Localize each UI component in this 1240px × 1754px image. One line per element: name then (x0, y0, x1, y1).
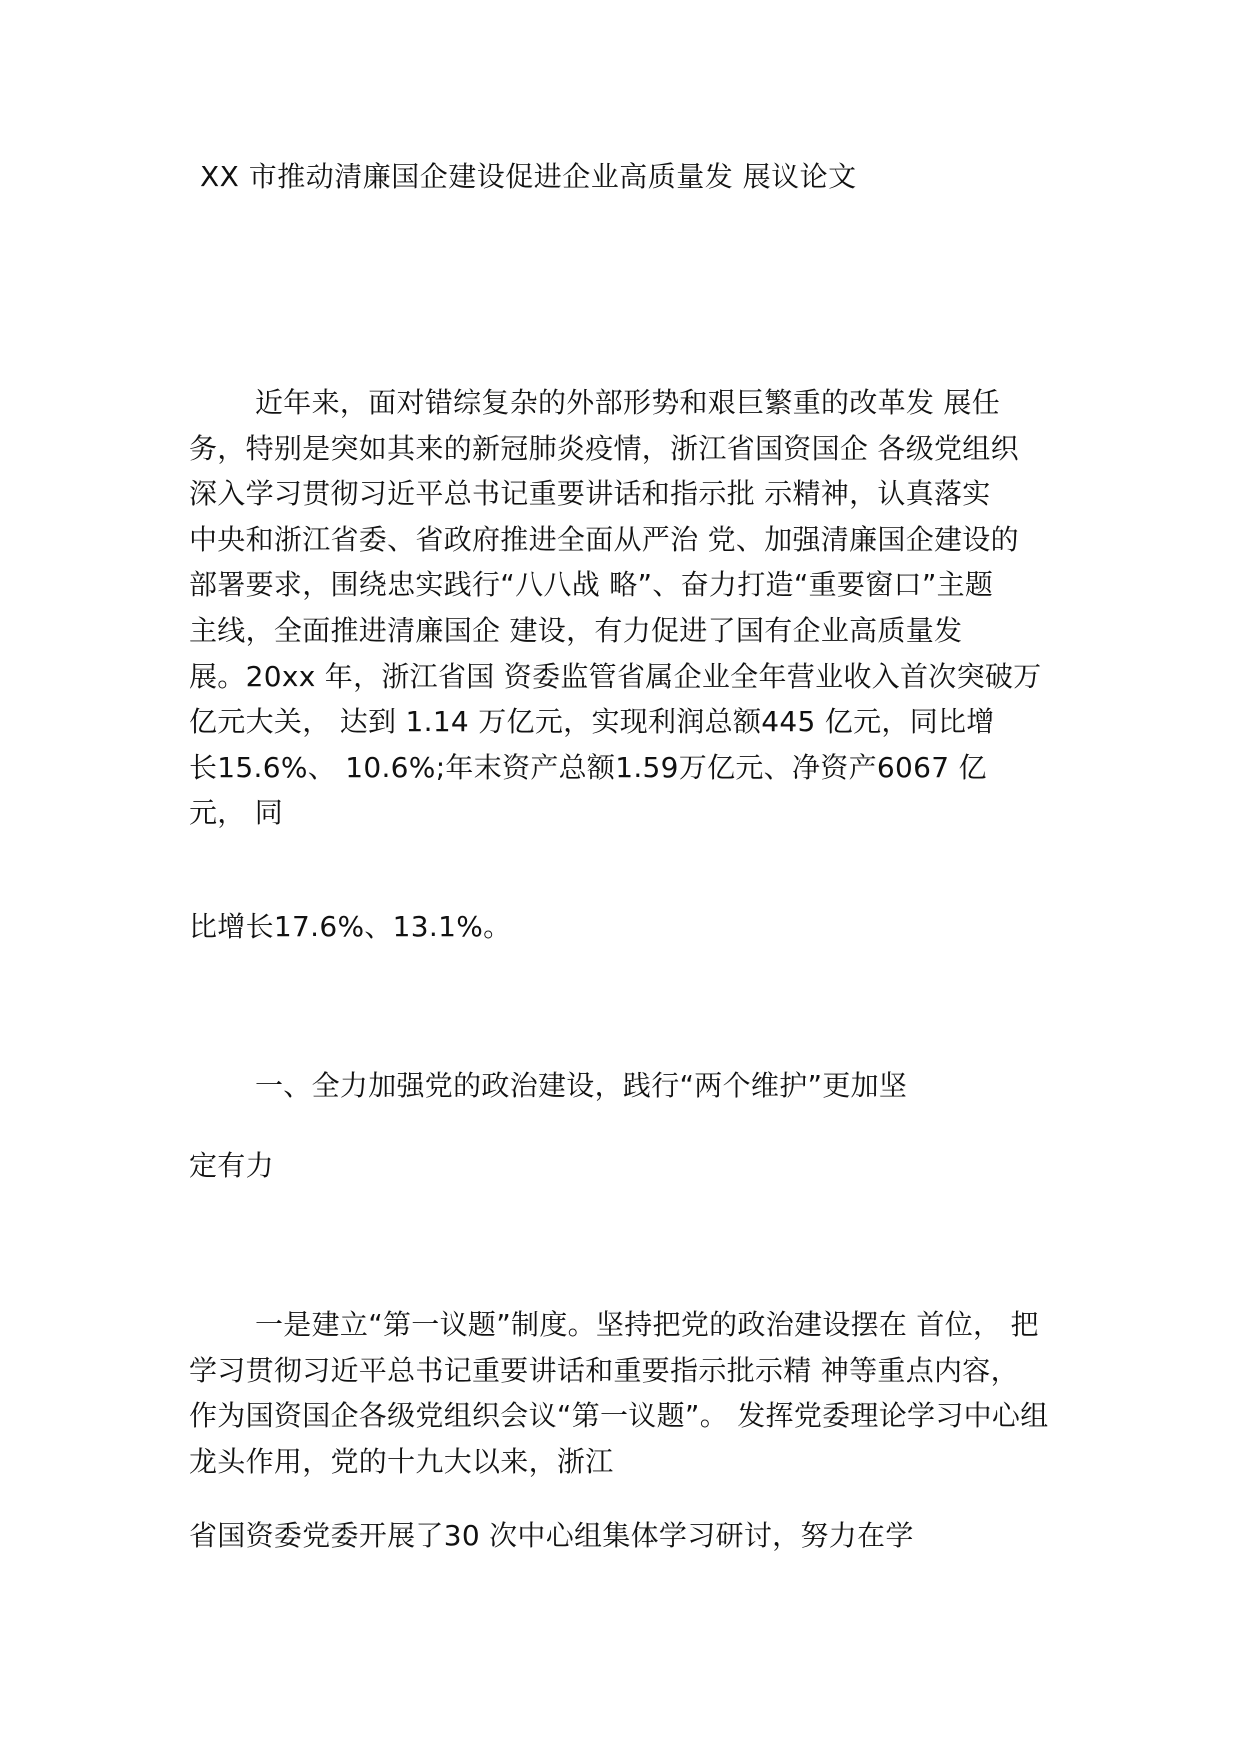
intro-paragraph (189, 380, 1069, 836)
paragraph-line: 元， 同 (189, 796, 284, 830)
document-title: XX 市推动清廉国企建设促进企业高质量发 展议论文 (200, 160, 857, 193)
point-paragraph-tail: 省国资委党委开展了30 次中心组集体学习研讨，努力在学 (189, 1519, 914, 1552)
paragraph-line: 展。20xx 年，浙江省国 资委监管省属企业全年营业收入首次突破万 (189, 659, 1042, 693)
paragraph-line: 深入学习贯彻习近平总书记重要讲话和指示批 示精神，认真落实 (189, 477, 991, 511)
point-paragraph (189, 1302, 1069, 1484)
paragraph-line: 龙头作用，党的十九大以来，浙江 (189, 1444, 614, 1478)
paragraph-line: 近年来，面对错综复杂的外部形势和艰巨繁重的改革发 展任 (255, 386, 1001, 419)
paragraph-line: 部署要求，围绕忠实践行“八八战 略”、奋力打造“重要窗口”主题 (189, 568, 994, 602)
intro-paragraph-tail: 比增长17.6%、13.1%。 (189, 910, 512, 943)
paragraph-line: 一是建立“第一议题”制度。坚持把党的政治建设摆在 首位， 把 (255, 1308, 1039, 1341)
paragraph-line: 务，特别是突如其来的新冠肺炎疫情，浙江省国资国企 各级党组织 (189, 431, 1019, 465)
paragraph-line: 中央和浙江省委、省政府推进全面从严治 党、加强清廉国企建设的 (189, 522, 1019, 556)
paragraph-line: 长15.6%、 10.6%;年末资产总额1.59万亿元、净资产6067 亿 (189, 750, 987, 784)
paragraph-line: 主线，全面推进清廉国企 建设，有力促进了国有企业高质量发 (189, 613, 963, 647)
paragraph-line: 亿元大关， 达到 1.14 万亿元，实现利润总额445 亿元，同比增 (189, 705, 995, 739)
section-heading-continued: 定有力 (189, 1149, 274, 1182)
paragraph-line: 学习贯彻习近平总书记重要讲话和重要指示批示精 神等重点内容， (189, 1353, 1019, 1387)
section-heading: 一、全力加强党的政治建设，践行“两个维护”更加坚 (255, 1069, 908, 1102)
paragraph-line: 作为国资国企各级党组织会议“第一议题”。 发挥党委理论学习中心组 (189, 1399, 1049, 1433)
